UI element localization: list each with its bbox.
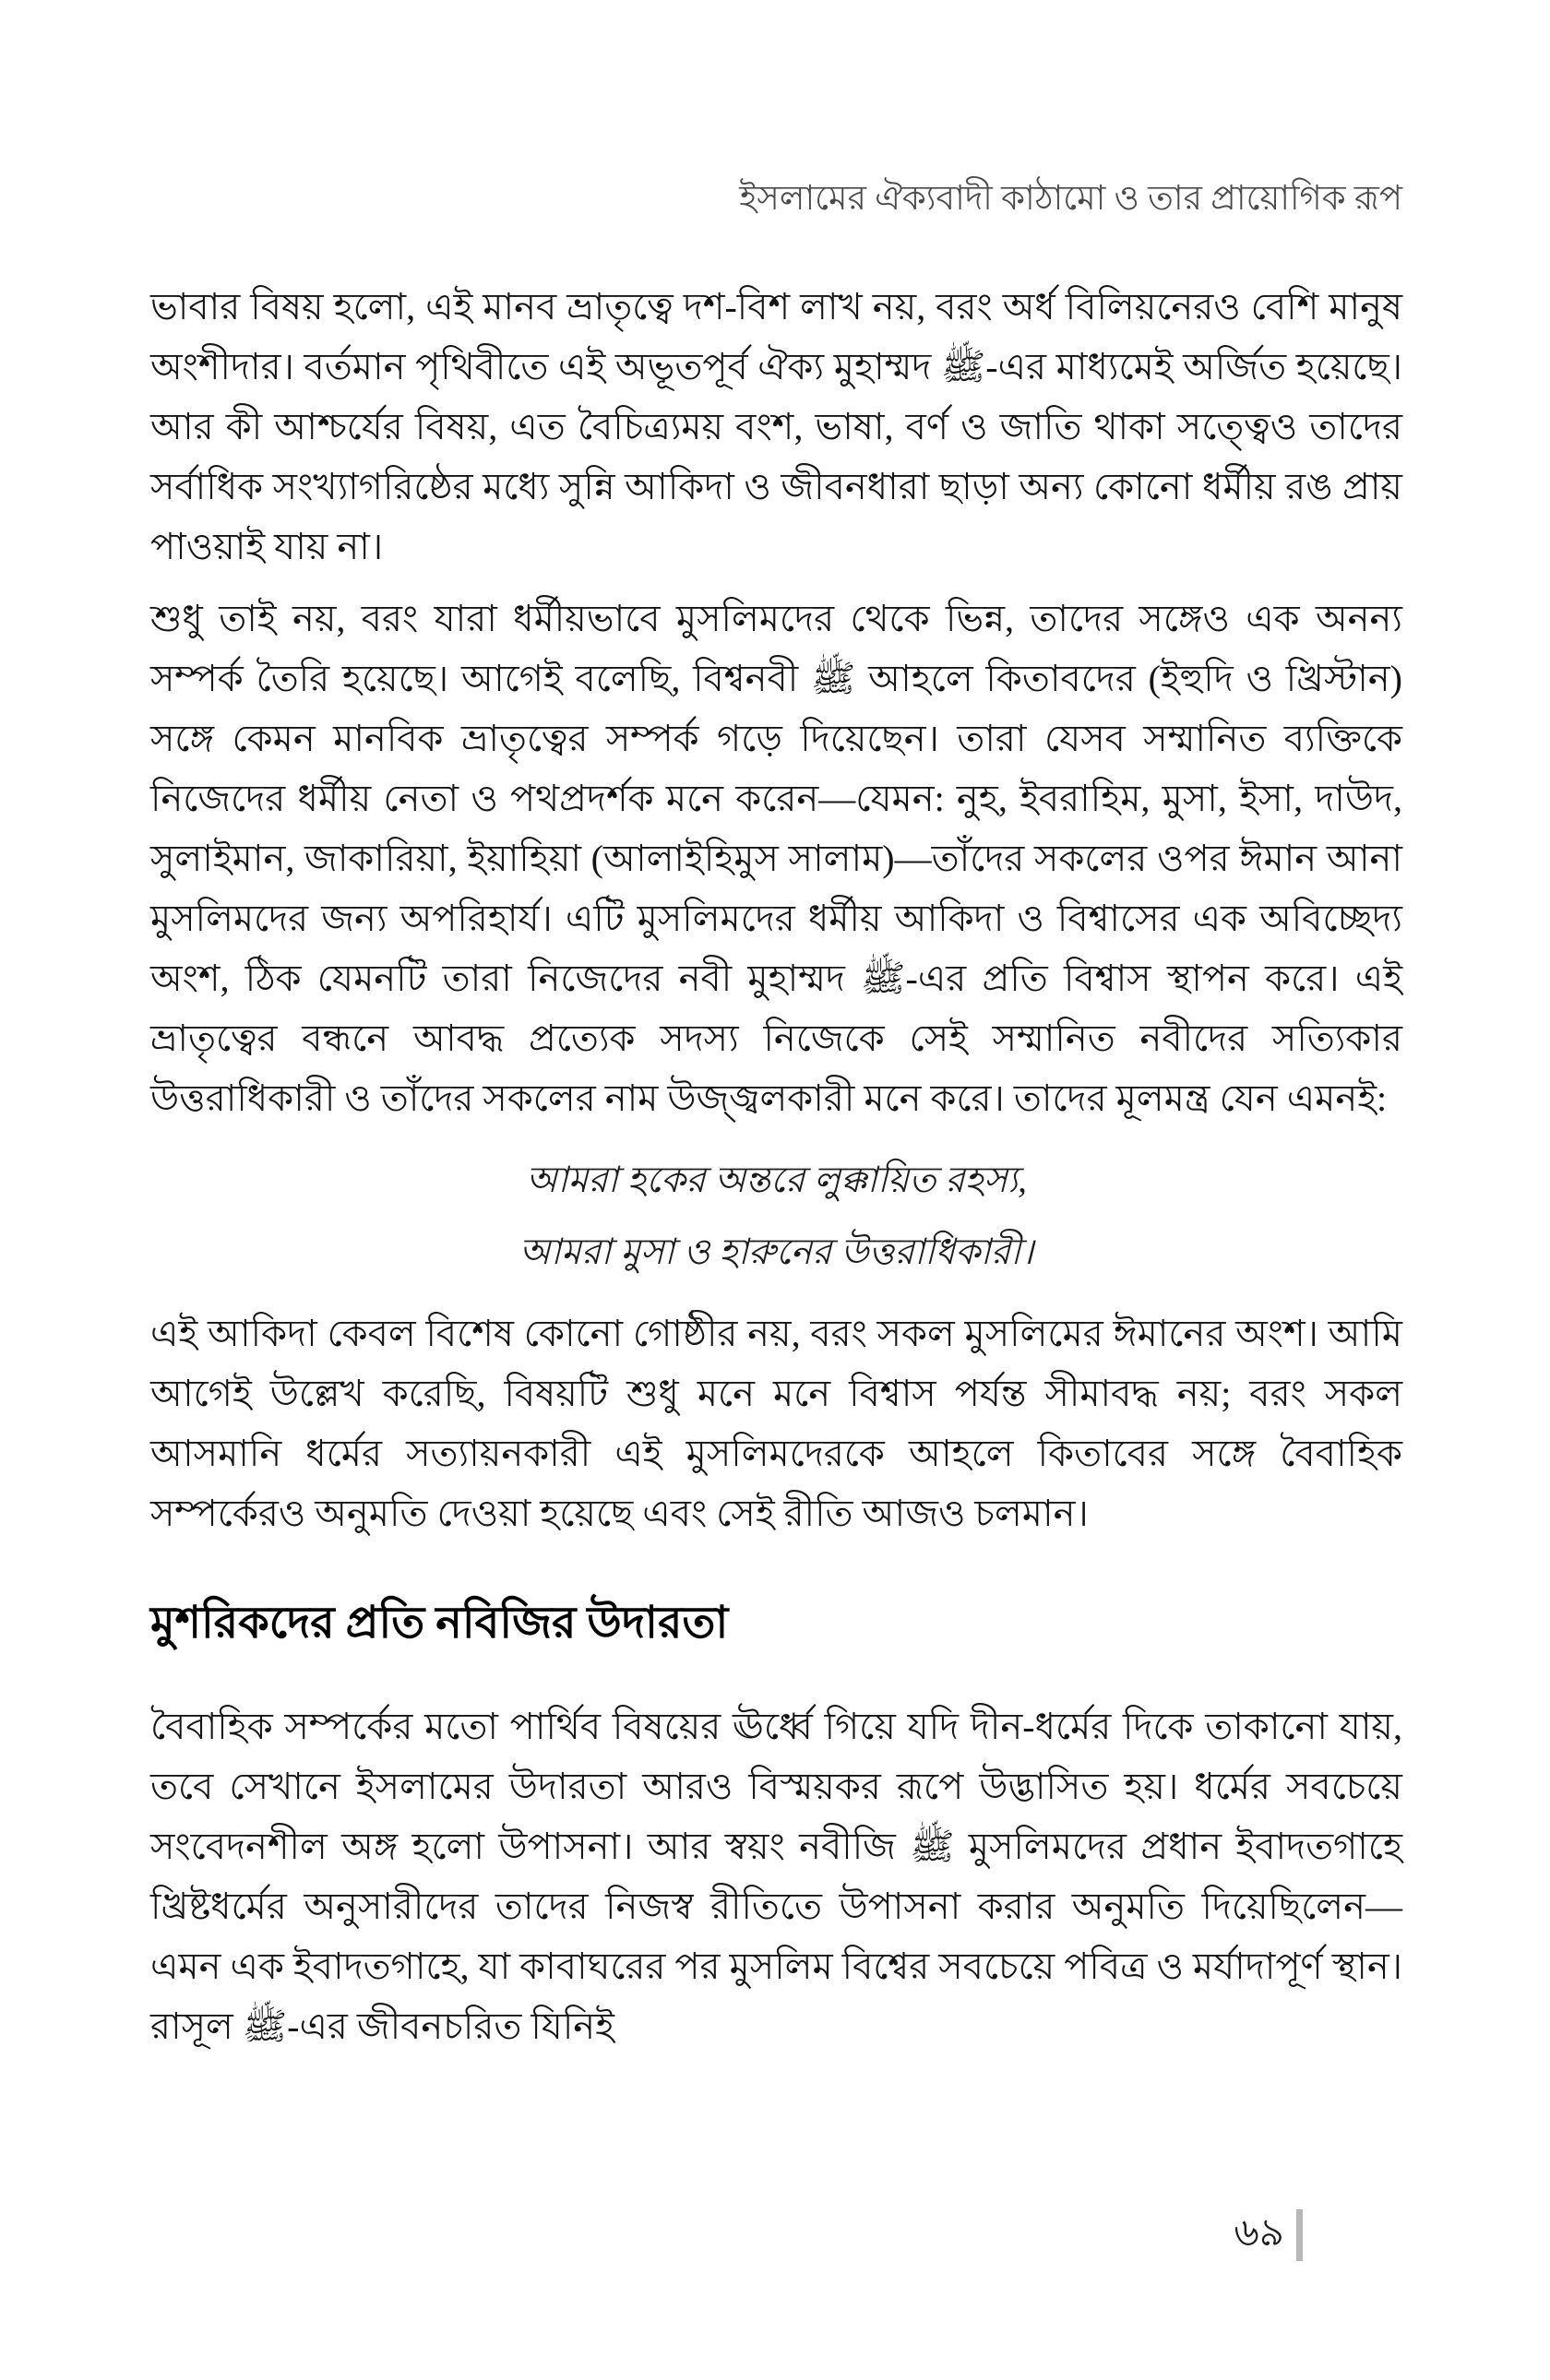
paragraph-aqidah-marriage: এই আকিদা কেবল বিশেষ কোনো গোষ্ঠীর নয়, বরং সকল মুসলিমের ঈমানের অংশ। আমি আগেই উল্লেখ করেছি, বিষয়টি শুধু মনে মনে বিশ্বাস পর্যন্ত সীমাবদ্ধ নয়; বরং সকল আসমানি ধর্মের সত্যায়নকারী এই মুসলিমদেরকে আহলে কিতাবের সঙ্গে বৈবাহিক সম্পর্কেরও অনুমতি দেওয়া হয়েছে এবং সেই রীতি আজও চলমান। (150, 1313, 1402, 1534)
paragraph-worship-tolerance: বৈবাহিক সম্পর্কের মতো পার্থিব বিষয়ের ঊর্ধ্বে গিয়ে যদি দীন-ধর্মের দিকে তাকানো যায়, তবে সেখানে ইসলামের উদারতা আরও বিস্ময়কর রূপে উদ্ভাসিত হয়। ধর্মের সবচেয়ে সংবেদনশীল অঙ্গ হলো উপাসনা। আর স্বয়ং নবীজি ﷺ মুসলিমদের প্রধান ইবাদতগাহে খ্রিষ্টধর্মের অনুসারীদের তাদের নিজস্ব রীতিতে উপাসনা করার অনুমতি দিয়েছিলেন—এমন এক ইবাদতগাহে, যা কাবাঘরের পর মুসলিম বিশ্বের সবচেয়ে পবিত্র ও মর্যাদাপূর্ণ স্থান। রাসূল ﷺ-এর জীবনচরিত যিনিই (150, 1705, 1402, 2047)
paragraph-human-brotherhood: ভাবার বিষয় হলো, এই মানব ভ্রাতৃত্বে দশ-বিশ লাখ নয়, বরং অর্ধ বিলিয়নেরও বেশি মানুষ অংশীদার। বর্তমান পৃথিবীতে এই অভূতপূর্ব ঐক্য মুহাম্মদ ﷺ-এর মাধ্যমেই অর্জিত হয়েছে। আর কী আশ্চর্যের বিষয়, এত বৈচিত্র্যময় বংশ, ভাষা, বর্ণ ও জাতি থাকা সত্ত্বেও তাদের সর্বাধিক সংখ্যাগরিষ্ঠের মধ্যে সুন্নি আকিদা ও জীবনধারা ছাড়া অন্য কোনো ধর্মীয় রঙ প্রায় পাওয়াই যায় না। (150, 286, 1402, 567)
page-number-rule (1296, 2209, 1303, 2261)
couplet-line-2: আমরা মুসা ও হারুনের উত্তরাধিকারী। (519, 1232, 1034, 1272)
couplet-quote (150, 1145, 1402, 1289)
page-number: ৬৯ (1234, 2212, 1284, 2255)
running-header: ইসলামের ঐক্যবাদী কাঠামো ও তার প্রায়োগিক রূপ (739, 180, 1402, 218)
page-footer (0, 2140, 1550, 2380)
section-heading-generosity-to-mushriks: মুশরিকদের প্রতি নবিজির উদারতা (150, 1599, 729, 1648)
couplet-line-1: আমরা হকের অন্তরে লুক্কায়িত রহস্য, (526, 1160, 1027, 1200)
paragraph-ahle-kitab-relation: শুধু তাই নয়, বরং যারা ধর্মীয়ভাবে মুসলিমদের থেকে ভিন্ন, তাদের সঙ্গেও এক অনন্য সম্পর্ক তৈরি হয়েছে। আগেই বলেছি, বিশ্বনবী ﷺ আহলে কিতাবদের (ইহুদি ও খ্রিস্টান) সঙ্গে কেমন মানবিক ভ্রাতৃত্বের সম্পর্ক গড়ে দিয়েছেন। তারা যেসব সম্মানিত ব্যক্তিকে নিজেদের ধর্মীয় নেতা ও পথপ্রদর্শক মনে করেন—যেমন: নুহ, ইবরাহিম, মুসা, ইসা, দাউদ, সুলাইমান, জাকারিয়া, ইয়াহিয়া (আলাইহিমুস সালাম)—তাঁদের সকলের ওপর ঈমান আনা মুসলিমদের জন্য অপরিহার্য। এটি মুসলিমদের ধর্মীয় আকিদা ও বিশ্বাসের এক অবিচ্ছেদ্য অংশ, ঠিক যেমনটি তারা নিজেদের নবী মুহাম্মদ ﷺ-এর প্রতি বিশ্বাস স্থাপন করে। এই ভ্রাতৃত্বের বন্ধনে আবদ্ধ প্রত্যেক সদস্য নিজেকে সেই সম্মানিত নবীদের সত্যিকার উত্তরাধিকারী ও তাঁদের সকলের নাম উজ্জ্বলকারী মনে করে। তাদের মূলমন্ত্র যেন এমনই: (150, 598, 1402, 1119)
page-body (150, 277, 1402, 2068)
